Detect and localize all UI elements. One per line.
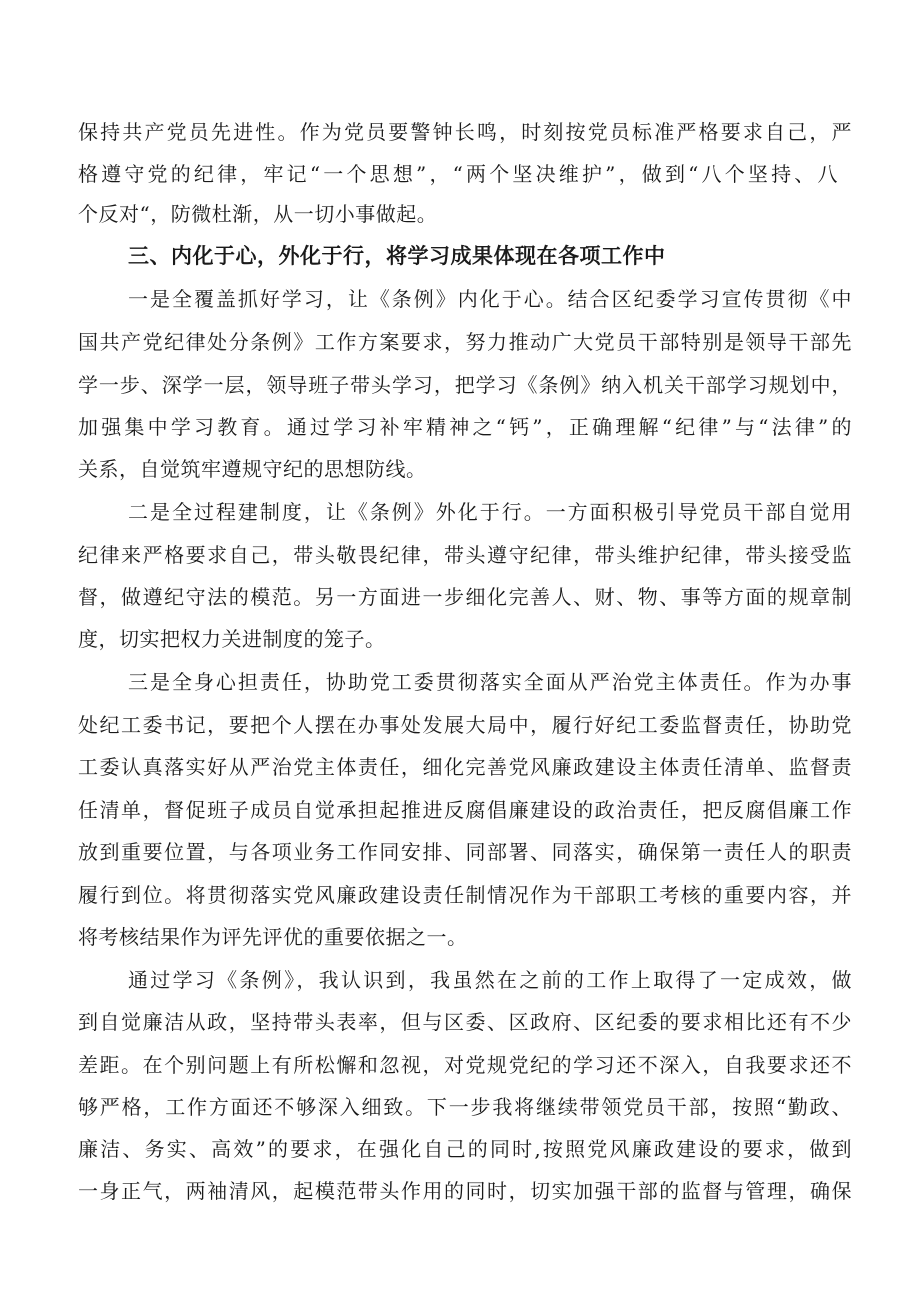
text-line: 通过学习《条例》，我认识到，我虽然在之前的工作上取得了一定成效，做 bbox=[128, 968, 852, 992]
text-line: 差距。在个别问题上有所松懈和忽视，对党规党纪的学习还不深入，自我要求还不 bbox=[78, 1053, 852, 1077]
text-line: 格遵守党的纪律，牢记“一个思想”，“两个坚决维护”，做到“八个坚持、八 bbox=[78, 162, 838, 186]
text-line: 履行到位。将贯彻落实党风廉政建设责任制情况作为干部职工考核的重要内容，并 bbox=[78, 883, 852, 907]
text-line: 任清单，督促班子成员自觉承担起推进反腐倡廉建设的政治责任，把反腐倡廉工作 bbox=[78, 798, 852, 822]
section-heading: 三、内化于心，外化于行，将学习成果体现在各项工作中 bbox=[128, 244, 666, 268]
text-line: 关系，自觉筑牢遵规守纪的思想防线。 bbox=[78, 457, 427, 481]
text-line: 度，切实把权力关进制度的笼子。 bbox=[78, 627, 386, 651]
text-line: 保持共产党员先进性。作为党员要警钟长鸣，时刻按党员标准严格要求自己，严 bbox=[78, 120, 852, 144]
text-line: 处纪工委书记，要把个人摆在办事处发展大局中，履行好纪工委监督责任，协助党 bbox=[78, 713, 852, 737]
text-line: 纪律来严格要求自己，带头敬畏纪律，带头遵守纪律，带头维护纪律，带头接受监 bbox=[78, 543, 852, 567]
text-line: 放到重要位置，与各项业务工作同安排、同部署、同落实，确保第一责任人的职责 bbox=[78, 840, 852, 864]
text-line: 加强集中学习教育。通过学习补牢精神之“钙”，正确理解“纪律”与“法律”的 bbox=[78, 415, 852, 439]
text-line: 廉洁、务实、高效”的要求，在强化自己的同时,按照党风廉政建设的要求，做到 bbox=[78, 1137, 852, 1161]
text-line: 一身正气，两袖清风，起模范带头作用的同时，切实加强干部的监督与管理，确保 bbox=[78, 1179, 852, 1203]
text-line: 督，做遵纪守法的模范。另一方面进一步细化完善人、财、物、事等方面的规章制 bbox=[78, 585, 852, 609]
text-line: 二是全过程建制度，让《条例》外化于行。一方面积极引导党员干部自觉用 bbox=[128, 500, 852, 524]
text-line: 够严格，工作方面还不够深入细致。下一步我将继续带领党员干部，按照“勤政、 bbox=[78, 1095, 852, 1119]
text-line: 工委认真落实好从严治党主体责任，细化完善党风廉政建设主体责任清单、监督责 bbox=[78, 755, 852, 779]
text-line: 国共产党纪律处分条例》工作方案要求，努力推动广大党员干部特别是领导干部先 bbox=[78, 330, 852, 354]
text-line: 个反对“，防微杜渐，从一切小事做起。 bbox=[78, 202, 438, 226]
text-line: 一是全覆盖抓好学习，让《条例》内化于心。结合区纪委学习宣传贯彻《中 bbox=[128, 287, 852, 311]
text-line: 到自觉廉洁从政，坚持带头表率，但与区委、区政府、区纪委的要求相比还有不少 bbox=[78, 1010, 852, 1034]
text-line: 三是全身心担责任，协助党工委贯彻落实全面从严治党主体责任。作为办事 bbox=[128, 670, 852, 694]
text-line: 将考核结果作为评先评优的重要依据之一。 bbox=[78, 925, 468, 949]
text-line: 学一步、深学一层，领导班子带头学习，把学习《条例》纳入机关干部学习规划中， bbox=[78, 373, 852, 397]
